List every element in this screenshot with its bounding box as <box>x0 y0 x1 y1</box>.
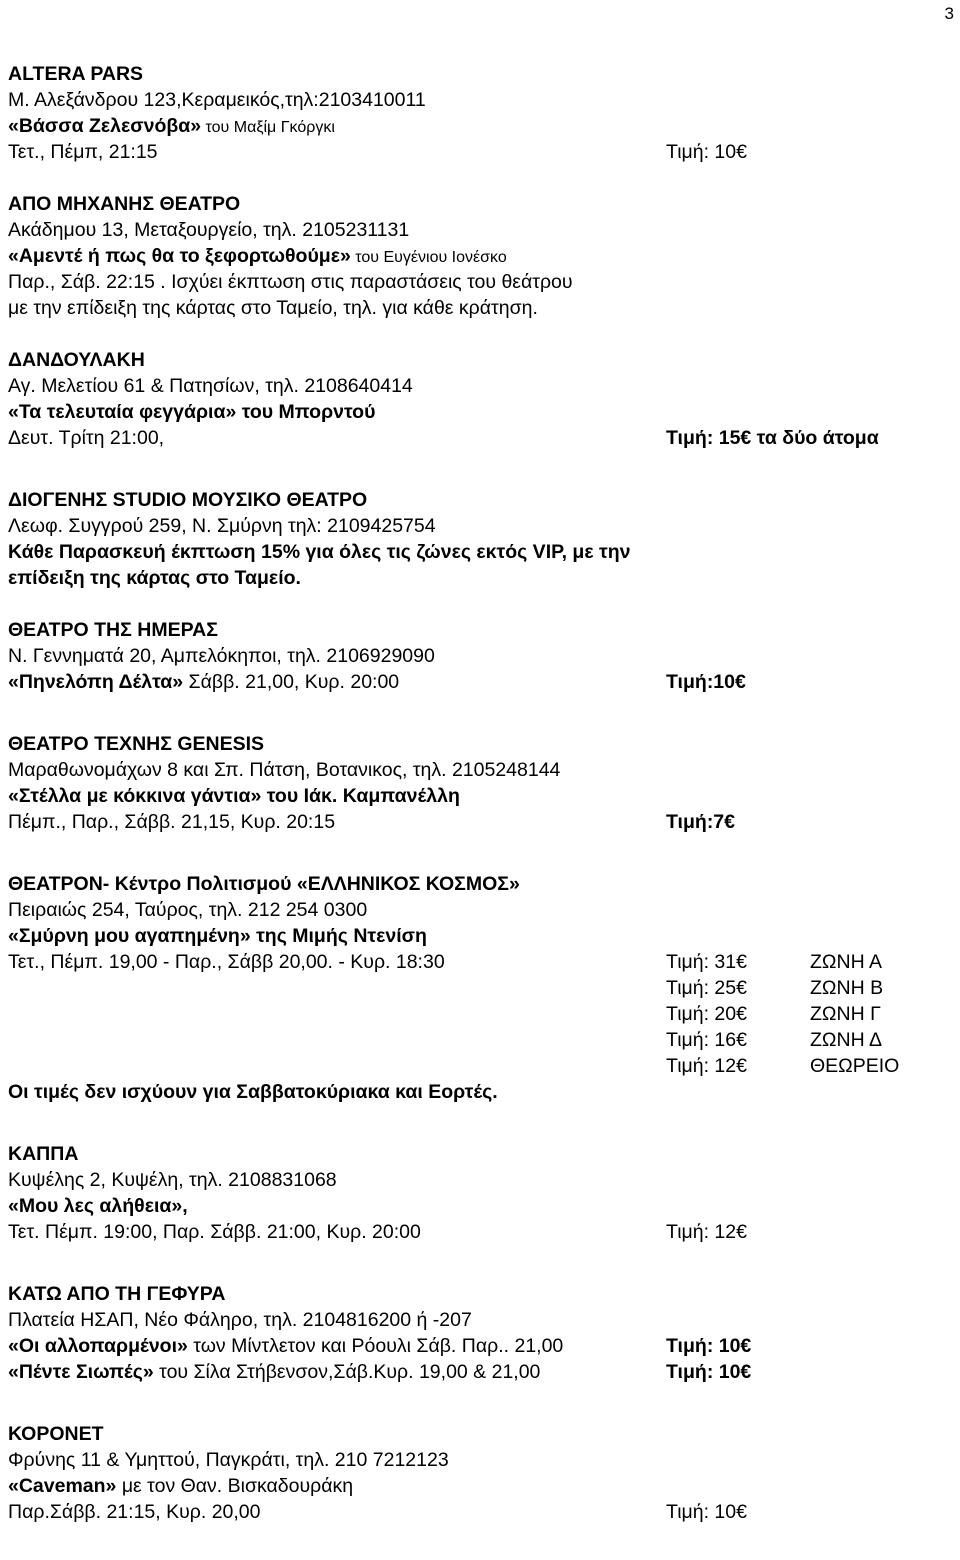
price: Τιμή: 20€ <box>666 1003 747 1025</box>
venue-gefyra <box>8 1281 953 1385</box>
price-row <box>8 949 953 975</box>
schedule-line <box>8 425 953 451</box>
schedule-line <box>8 139 953 165</box>
play-title: «Μου λες αλήθεια», <box>8 1195 188 1217</box>
venue-theatron <box>8 871 953 1105</box>
price: Τιμή:7€ <box>666 811 736 833</box>
play-title: «Σμύρνη μου αγαπημένη» της Μιμής Ντενίση <box>8 925 427 947</box>
venue-name: ΚΟΡΟΝΕΤ <box>8 1423 104 1445</box>
theater-listings <box>8 61 953 1525</box>
venue-address: Πειραιώς 254, Ταύρος, τηλ. 212 254 0300 <box>8 899 368 921</box>
venue-address: Μαραθωνομάχων 8 και Σπ. Πάτση, Βοτανικος, τηλ. 2105248144 <box>8 759 561 781</box>
venue-address: Αγ. Μελετίου 61 & Πατησίων, τηλ. 2108640414 <box>8 375 413 397</box>
play-line <box>8 1333 953 1359</box>
zone: ΖΩΝΗ Δ <box>810 1029 883 1051</box>
price: Τιμή: 10€ <box>666 1501 747 1523</box>
schedule: Δευτ. Τρίτη 21:00, <box>8 427 165 449</box>
price: Τιμή: 12€ <box>666 1055 747 1077</box>
price: Τιμή: 10€ <box>666 141 747 163</box>
play-author: του Ευγένιου Ιονέσκο <box>350 249 507 266</box>
zone: ΖΩΝΗ Γ <box>810 1003 881 1025</box>
venue-name: ΚΑΠΠΑ <box>8 1143 79 1165</box>
schedule: Σάββ. 21,00, Κυρ. 20:00 <box>183 671 400 693</box>
schedule: Πέμπ., Παρ., Σάββ. 21,15, Κυρ. 20:15 <box>8 811 336 833</box>
venue-name: ALTERA PARS <box>8 63 144 85</box>
venue-genesis <box>8 731 953 835</box>
venue-imeras <box>8 617 953 695</box>
play-title: «Caveman» <box>8 1475 117 1497</box>
price-row <box>8 975 953 1001</box>
venue-address: Ν. Γεννηματά 20, Αμπελόκηποι, τηλ. 2106929090 <box>8 645 435 667</box>
venue-name: ΔΙΟΓΕΝΗΣ STUDIO ΜΟΥΣΙΚΟ ΘΕΑΤΡΟ <box>8 489 368 511</box>
offer-line-2: επίδειξη της κάρτας στο Ταμείο. <box>8 567 301 589</box>
schedule-line <box>8 809 953 835</box>
venue-name: ΘΕΑΤΡΟΝ- Κέντρο Πολιτισμού «ΕΛΛΗΝΙΚΟΣ ΚΟΣΜΟΣ» <box>8 873 520 895</box>
venue-name: ΑΠΟ ΜΗΧΑΝΗΣ ΘΕΑΤΡΟ <box>8 193 241 215</box>
price: Τιμή: 16€ <box>666 1029 747 1051</box>
price: Τιμή: 12€ <box>666 1221 747 1243</box>
schedule: Τετ., Πέμπ, 21:15 <box>8 141 158 163</box>
venue-name: ΘΕΑΤΡΟ ΤΕΧΝΗΣ GENESIS <box>8 733 265 755</box>
schedule-line <box>8 1219 953 1245</box>
play-title: «Τα τελευταία φεγγάρια» του Μπορντού <box>8 401 376 423</box>
venue-name: ΘΕΑΤΡΟ ΤΗΣ ΗΜΕΡΑΣ <box>8 619 218 641</box>
venue-name: ΔΑΝΔΟΥΛΑΚΗ <box>8 349 145 371</box>
price: Τιμή: 25€ <box>666 977 747 999</box>
price: Τιμή: 10€ <box>666 1361 752 1383</box>
play-title: «Οι αλλοπαρμένοι» <box>8 1335 188 1357</box>
play-title: «Αμεντέ ή πως θα το ξεφορτωθούμε» <box>8 245 351 267</box>
venue-diogenis <box>8 487 953 591</box>
offer-line-1: Κάθε Παρασκευή έκπτωση 15% για όλες τις ζώνες εκτός VIP, με την <box>8 541 631 563</box>
schedule: Παρ.Σάββ. 21:15, Κυρ. 20,00 <box>8 1501 261 1523</box>
play-title: «Στέλλα με κόκκινα γάντια» του Ιάκ. Καμπανέλλη <box>8 785 460 807</box>
discount-note: με την επίδειξη της κάρτας στο Ταμείο, τηλ. για κάθε κράτηση. <box>8 297 538 319</box>
price: Τιμή: 15€ τα δύο άτομα <box>666 427 879 449</box>
play-line <box>8 113 953 139</box>
zone: ΖΩΝΗ Β <box>810 977 884 999</box>
schedule-line <box>8 1499 953 1525</box>
pricing-note: Οι τιμές δεν ισχύουν για Σαββατοκύριακα και Εορτές. <box>8 1081 498 1103</box>
venue-address: Πλατεία ΗΣΑΠ, Νέο Φάληρο, τηλ. 2104816200 ή -207 <box>8 1309 472 1331</box>
venue-address: Φρύνης 11 & Υμηττού, Παγκράτι, τηλ. 210 7212123 <box>8 1449 449 1471</box>
play-line <box>8 243 953 269</box>
venue-address: Ακάδημου 13, Μεταξουργείο, τηλ. 2105231131 <box>8 219 410 241</box>
price: Τιμή:10€ <box>666 671 746 693</box>
venue-address: Κυψέλης 2, Κυψέλη, τηλ. 2108831068 <box>8 1169 337 1191</box>
venue-address: Μ. Αλεξάνδρου 123,Κεραμεικός,τηλ:2103410011 <box>8 89 426 111</box>
venue-dandoulaki <box>8 347 953 451</box>
play-title: «Πηνελόπη Δέλτα» <box>8 671 184 693</box>
price-row <box>8 1001 953 1027</box>
venue-name: ΚΑΤΩ ΑΠΟ ΤΗ ΓΕΦΥΡΑ <box>8 1283 226 1305</box>
zone: ΖΩΝΗ Α <box>810 951 883 973</box>
venue-koronet <box>8 1421 953 1525</box>
price-row <box>8 1053 953 1079</box>
play-line <box>8 669 953 695</box>
schedule: Τετ. Πέμπ. 19:00, Παρ. Σάββ. 21:00, Κυρ. 20:00 <box>8 1221 421 1243</box>
play-author: του Μαξίμ Γκόργκι <box>201 119 335 136</box>
play-title: «Βάσσα Ζελεσνόβα» <box>8 115 202 137</box>
play-info: των Μίντλετον και Ρόουλι Σάβ. Παρ.. 21,00 <box>187 1335 564 1357</box>
play-line <box>8 1359 953 1385</box>
play-title: «Πέντε Σιωπές» <box>8 1361 154 1383</box>
play-author: με τον Θαν. Βισκαδουράκη <box>116 1475 354 1497</box>
play-info: του Σίλα Στήβενσον,Σάβ.Κυρ. 19,00 & 21,00 <box>153 1361 541 1383</box>
venue-altera-pars <box>8 61 953 165</box>
venue-kappa <box>8 1141 953 1245</box>
price: Τιμή: 10€ <box>666 1335 752 1357</box>
schedule: Παρ., Σάβ. 22:15 . Ισχύει έκπτωση στις παραστάσεις του θεάτρου <box>8 271 573 293</box>
play-line <box>8 1473 953 1499</box>
schedule: Τετ., Πέμπ. 19,00 - Παρ., Σάββ 20,00. - Κυρ. 18:30 <box>8 951 445 973</box>
price-row <box>8 1027 953 1053</box>
price: Τιμή: 31€ <box>666 951 747 973</box>
page-number: 3 <box>944 4 954 23</box>
venue-apo-mixanis <box>8 191 953 321</box>
venue-address: Λεωφ. Συγγρού 259, Ν. Σμύρνη τηλ: 2109425754 <box>8 515 436 537</box>
zone: ΘΕΩΡΕΙΟ <box>810 1055 900 1077</box>
